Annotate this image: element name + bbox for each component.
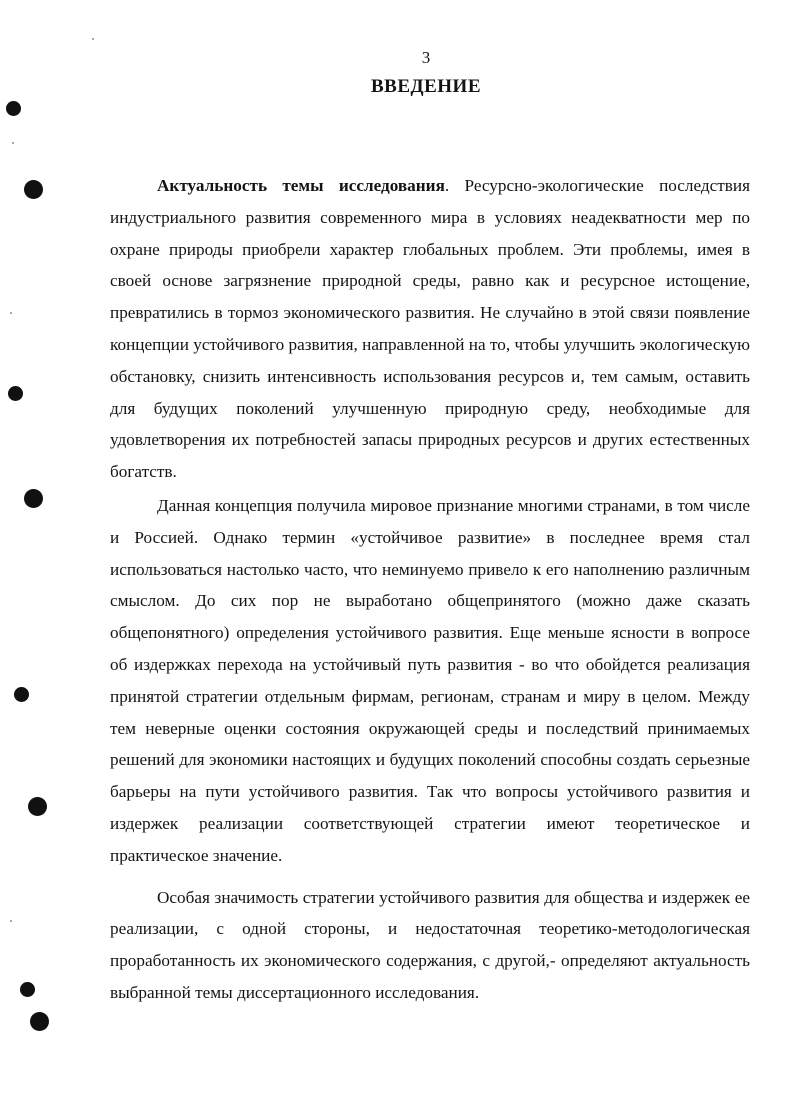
binding-hole-mark [14, 687, 29, 702]
paragraph-text: . Ресурсно-экологические последствия индустриального развития современного мира в условиях неадекватности мер по охране природы приобрели характер глобальных проблем. Эти проблемы, имея в своей основе загрязнение природной среды, равно как и ресурсное истощение, превратились в тормоз экономического развития. Не случайно в этой связи появление концепции устойчивого развития, направленной на то, чтобы улучшить экологическую обстановку, снизить интенсивность использования ресурсов и, тем самым, оставить для будущих поколений улучшенную природную среду, необходимые для удовлетворения их потребностей запасы природных ресурсов и других естественных богатств. [110, 176, 750, 482]
document-body [110, 170, 750, 1009]
scan-speck [12, 142, 14, 144]
paragraph-significance: Особая значимость стратегии устойчивого развития для общества и издержек ее реализации, с одной стороны, и недостаточная теоретико-методологическая проработанность их экономического содержания, с другой,- определяют актуальность выбранной темы диссертационного исследования. [110, 887, 750, 1002]
page-number: 3 [421, 48, 431, 67]
page-title: ВВЕДЕНИЕ [371, 76, 481, 97]
paragraph-concept: Данная концепция получила мировое признание многими странами, в том числе и Россией. Однако термин «устойчивое развитие» в последнее время стал использоваться настолько часто, что неминуемо привело к его наполнению различным смыслом. До сих пор не выработано общепринятого (можно даже сказать общепонятного) определения устойчивого развития. Еще меньше ясности в вопросе об издержках перехода на устойчивый путь развития - во что обойдется реализация принятой стратегии отдельным фирмам, регионам, странам и миру в целом. Между тем неверные оценки состояния окружающей среды и последствий принимаемых решений для экономики настоящих и будущих поколений способны создать серьезные барьеры на пути устойчивого развития. Так что вопросы устойчивого развития и издержек реализации соответствующей стратегии имеют теоретическое и практическое значение. [110, 495, 750, 865]
binding-hole [28, 797, 47, 816]
binding-hole [24, 180, 43, 199]
scan-speck [10, 312, 12, 314]
binding-hole [24, 489, 43, 508]
binding-hole-mark [20, 982, 35, 997]
scan-speck [92, 38, 94, 40]
paragraph-relevance [110, 170, 750, 488]
paragraph-lead-bold: Актуальность темы исследования [157, 176, 445, 195]
scan-speck [10, 920, 12, 922]
binding-hole [30, 1012, 49, 1031]
binding-hole-mark [6, 101, 21, 116]
binding-hole-mark [8, 386, 23, 401]
